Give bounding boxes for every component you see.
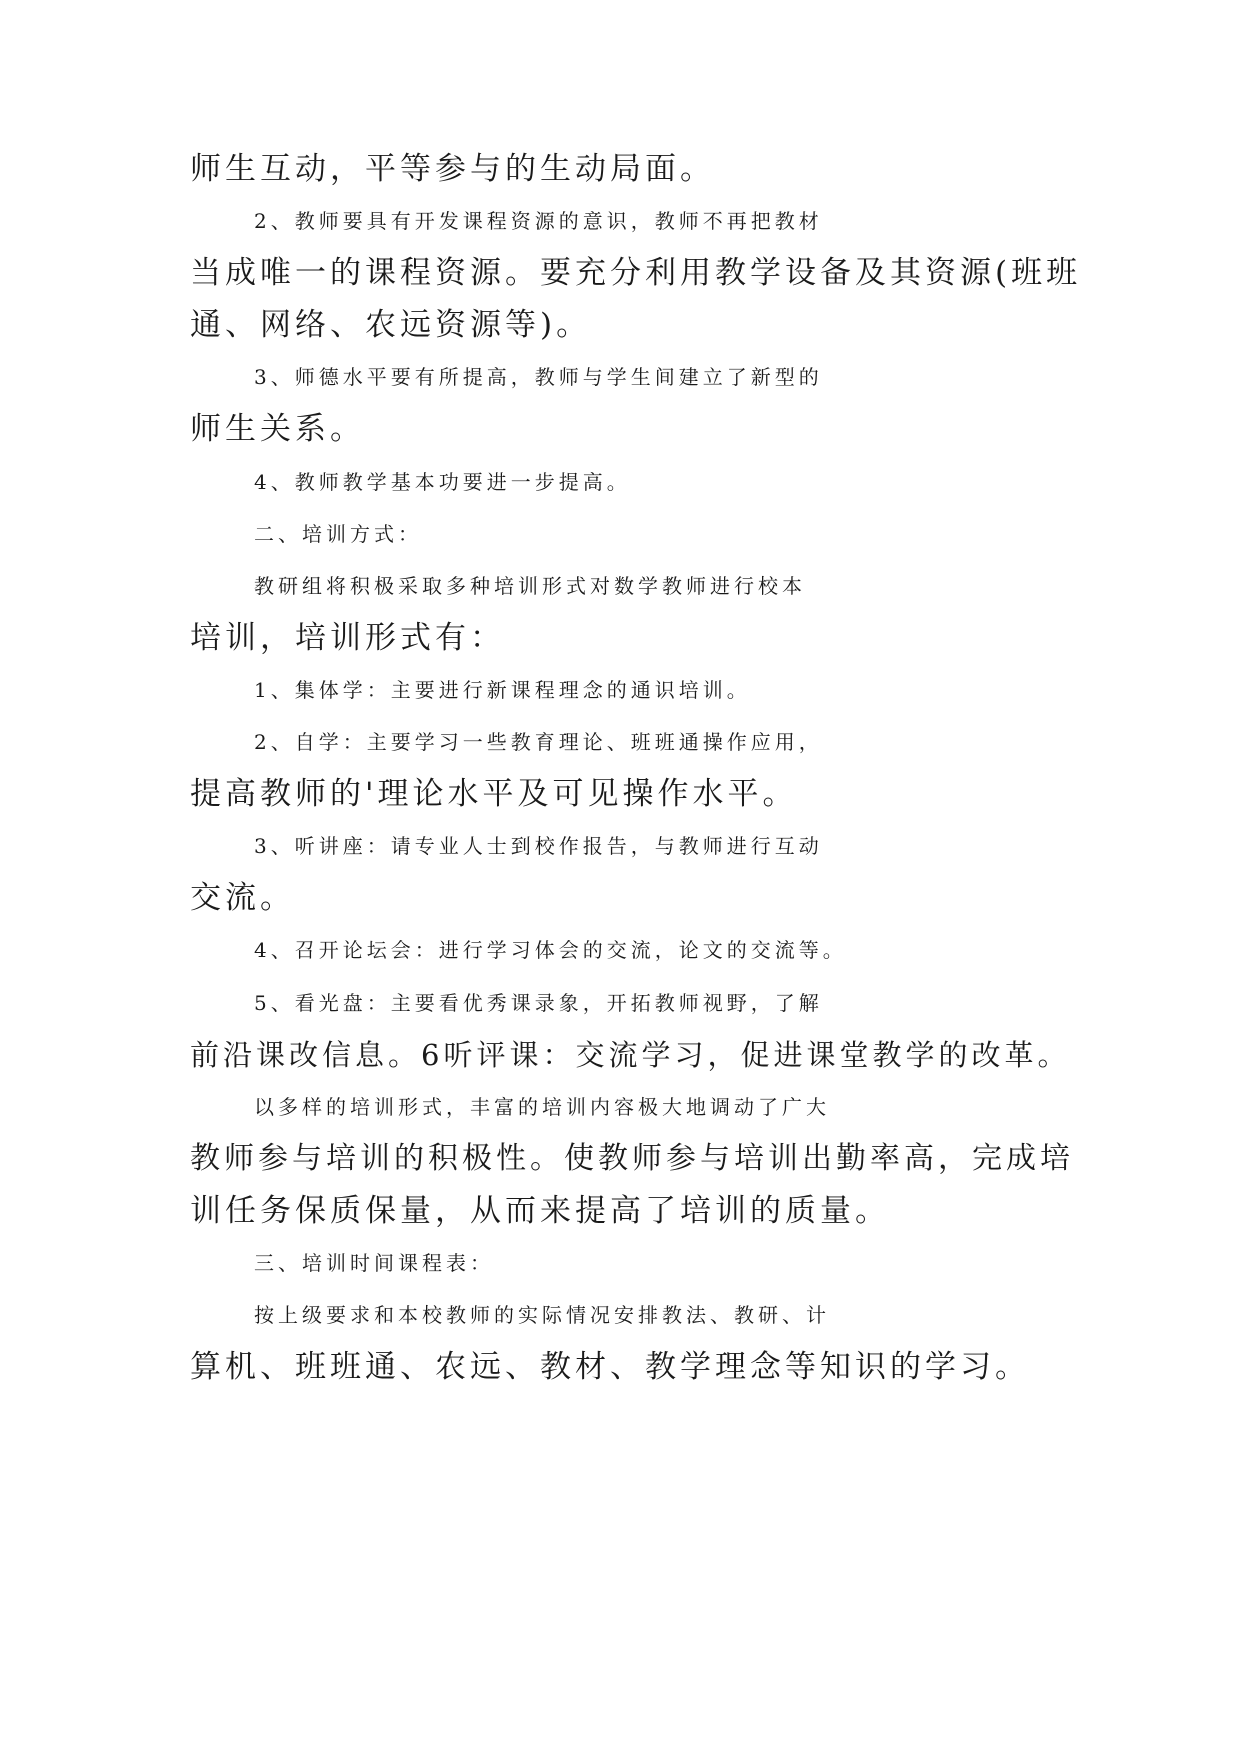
section-heading: 三、培训时间课程表： xyxy=(254,1251,494,1275)
text-line: 2、自学：主要学习一些教育理论、班班通操作应用， xyxy=(254,730,823,754)
text-line: 1、集体学：主要进行新课程理念的通识培训。 xyxy=(254,678,751,702)
text-line: 3、师德水平要有所提高，教师与学生间建立了新型的 xyxy=(254,365,823,389)
text-line: 提高教师的'理论水平及可见操作水平。 xyxy=(190,776,798,812)
text-line: 按上级要求和本校教师的实际情况安排教法、教研、计 xyxy=(254,1303,830,1327)
text-line: 培训，培训形式有： xyxy=(190,620,505,656)
text-line: 交流。 xyxy=(190,880,295,916)
text-line: 师生互动，平等参与的生动局面。 xyxy=(190,151,715,187)
text-line: 教师参与培训的积极性。使教师参与培训出勤率高，完成培 xyxy=(190,1141,1074,1176)
text-line: 以多样的培训形式，丰富的培训内容极大地调动了广大 xyxy=(254,1095,830,1119)
section-heading: 二、培训方式： xyxy=(254,522,422,546)
text-line: 训任务保质保量，从而来提高了培训的质量。 xyxy=(190,1193,890,1229)
text-line: 5、看光盘：主要看优秀课录象，开拓教师视野，了解 xyxy=(254,991,823,1015)
text-line: 2、教师要具有开发课程资源的意识，教师不再把教材 xyxy=(254,209,823,233)
text-line: 4、教师教学基本功要进一步提高。 xyxy=(254,470,631,494)
text-line: 通、网络、农远资源等)。 xyxy=(190,307,592,343)
text-line: 当成唯一的课程资源。要充分利用教学设备及其资源(班班 xyxy=(190,255,1082,291)
text-line: 前沿课改信息。6听评课：交流学习，促进课堂教学的改革。 xyxy=(190,1038,1071,1072)
text-line: 教研组将积极采取多种培训形式对数学教师进行校本 xyxy=(254,574,806,598)
text-line: 4、召开论坛会：进行学习体会的交流，论文的交流等。 xyxy=(254,938,847,962)
text-line: 3、听讲座：请专业人士到校作报告，与教师进行互动 xyxy=(254,834,823,858)
text-line: 师生关系。 xyxy=(190,411,365,447)
text-line: 算机、班班通、农远、教材、教学理念等知识的学习。 xyxy=(190,1349,1030,1385)
